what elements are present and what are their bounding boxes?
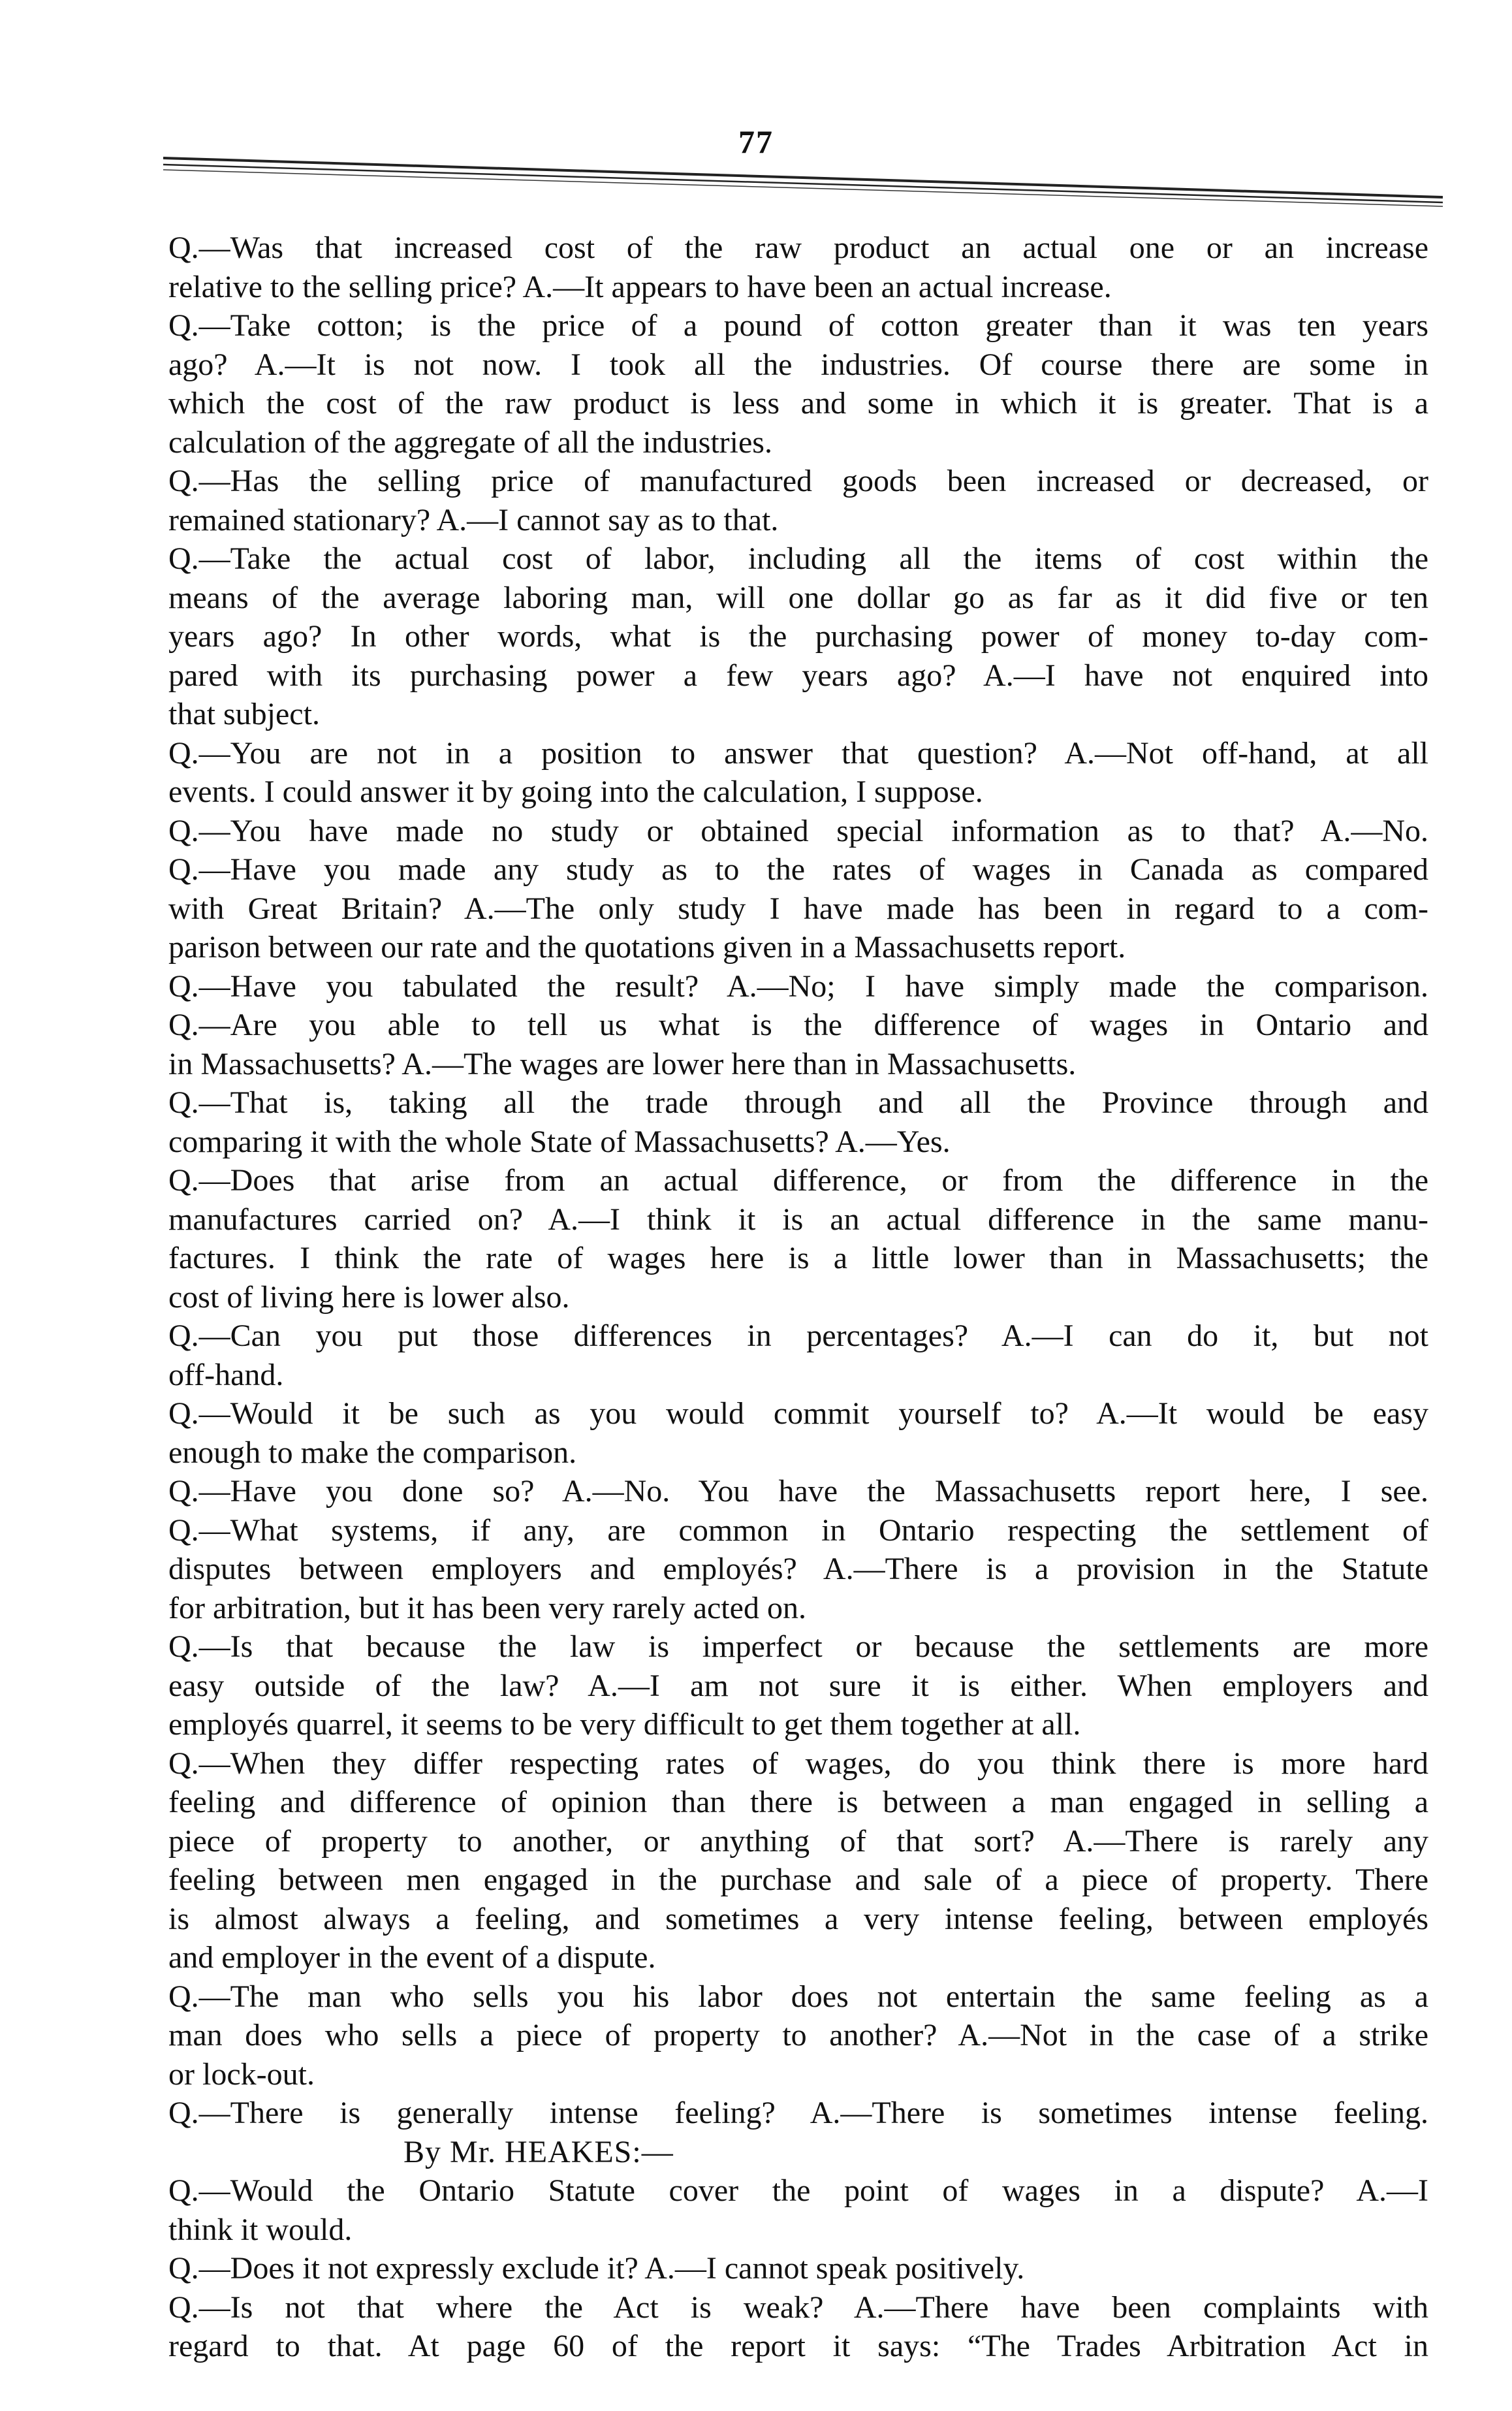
text-line: parison between our rate and the quotations given in a Massachusetts report. [168, 930, 1126, 965]
text-line: Q.—Would the Ontario Statute cover the point of wages in a dispute? A.—I [168, 2173, 1428, 2208]
text-line: disputes between employers and employés? A.—There is a provision in the Statute [168, 1552, 1428, 1586]
text-line: calculation of the aggregate of all the industries. [168, 424, 772, 460]
text-line: which the cost of the raw product is less and some in which it is greater. That is a [168, 386, 1428, 421]
text-line: Q.—Take the actual cost of labor, including all the items of cost within the [168, 541, 1428, 576]
text-line: Q.—Does that arise from an actual difference, or from the difference in the [168, 1163, 1428, 1198]
text-line: think it would. [168, 2212, 353, 2247]
text-line: remained stationary? A.—I cannot say as to that. [168, 502, 779, 537]
text-line: with Great Britain? A.—The only study I have made has been in regard to a com- [168, 891, 1428, 926]
text-line: Q.—Have you made any study as to the rates of wages in Canada as compared [168, 852, 1428, 887]
text-line: and employer in the event of a dispute. [168, 1940, 656, 1975]
text-line: Q.—The man who sells you his labor does not entertain the same feeling as a [168, 1979, 1428, 2014]
text-line: feeling between men engaged in the purchase and sale of a piece of property. There [168, 1862, 1428, 1897]
page-number: 77 [738, 123, 774, 160]
text-line: Q.—Does it not expressly exclude it? A.—I cannot speak positively. [168, 2251, 1025, 2286]
text-line: ago? A.—It is not now. I took all the industries. Of course there are some in [168, 347, 1428, 382]
text-line: man does who sells a piece of property to another? A.—Not in the case of a strike [168, 2018, 1428, 2052]
text-line: factures. I think the rate of wages here is a little lower than in Massachusetts; the [168, 1241, 1428, 1275]
text-line: Q.—You have made no study or obtained special information as to that? A.—No. [168, 813, 1428, 848]
text-line: piece of property to another, or anything of that sort? A.—There is rarely any [168, 1823, 1428, 1859]
text-line: easy outside of the law? A.—I am not sure it is either. When employers and [168, 1668, 1428, 1703]
text-line: Q.—What systems, if any, are common in Ontario respecting the settlement of [168, 1512, 1428, 1548]
testimony-text [168, 229, 1428, 2366]
text-line: Q.—Was that increased cost of the raw product an actual one or an increase [168, 231, 1428, 265]
text-line: Q.—Has the selling price of manufactured goods been increased or decreased, or [168, 464, 1428, 498]
text-line: events. I could answer it by going into the calculation, I suppose. [168, 774, 983, 809]
top-rule [163, 150, 1443, 216]
text-line: manufactures carried on? A.—I think it is an actual difference in the same manu- [168, 1202, 1428, 1237]
text-line: means of the average laboring man, will one dollar go as far as it did five or ten [168, 580, 1428, 615]
text-line: is almost always a feeling, and sometimes a very intense feeling, between employés [168, 1901, 1428, 1936]
text-line: Q.—That is, taking all the trade through and all the Province through and [168, 1085, 1428, 1120]
text-line: Q.—Is that because the law is imperfect or because the settlements are more [168, 1629, 1428, 1664]
text-line: Q.—Is not that where the Act is weak? A.—There have been complaints with [168, 2290, 1428, 2325]
text-line: in Massachusetts? A.—The wages are lower here than in Massachusetts. [168, 1046, 1077, 1081]
text-line: Q.—When they differ respecting rates of wages, do you think there is more hard [168, 1746, 1428, 1781]
text-line: Q.—You are not in a position to answer that question? A.—Not off-hand, at all [168, 735, 1428, 771]
text-line: employés quarrel, it seems to be very difficult to get them together at all. [168, 1707, 1081, 1742]
text-line: Q.—There is generally intense feeling? A.—There is sometimes intense feeling. [168, 2096, 1428, 2130]
text-line: Q.—Would it be such as you would commit yourself to? A.—It would be easy [168, 1396, 1428, 1431]
text-line: Q.—Are you able to tell us what is the difference of wages in Ontario and [168, 1008, 1428, 1042]
text-line: Q.—Have you tabulated the result? A.—No; I have simply made the comparison. [168, 968, 1428, 1004]
text-line: enough to make the comparison. [168, 1435, 577, 1470]
text-line: comparing it with the whole State of Massachusetts? A.—Yes. [168, 1124, 951, 1159]
text-line: feeling and difference of opinion than there is between a man engaged in selling a [168, 1785, 1428, 1819]
text-line: Q.—Take cotton; is the price of a pound of cotton greater than it was ten years [168, 308, 1428, 343]
text-line: years ago? In other words, what is the purchasing power of money to-day com- [168, 619, 1428, 654]
text-line: cost of living here is lower also. [168, 1279, 570, 1315]
text-line: for arbitration, but it has been very rarely acted on. [168, 1590, 806, 1625]
text-line: regard to that. At page 60 of the report it says: “The Trades Arbitration Act in [168, 2329, 1428, 2363]
text-line: Q.—Have you done so? A.—No. You have the Massachusetts report here, I see. [168, 1474, 1428, 1509]
text-line: Q.—Can you put those differences in percentages? A.—I can do it, but not [168, 1318, 1428, 1353]
text-line: off-hand. [168, 1357, 284, 1392]
speaker-heading: By Mr. HEAKES:— [403, 2134, 674, 2169]
text-line: or lock-out. [168, 2056, 315, 2092]
text-line: relative to the selling price? A.—It appears to have been an actual increase. [168, 269, 1112, 304]
text-line: pared with its purchasing power a few years ago? A.—I have not enquired into [168, 658, 1428, 693]
text-line: that subject. [168, 697, 320, 731]
